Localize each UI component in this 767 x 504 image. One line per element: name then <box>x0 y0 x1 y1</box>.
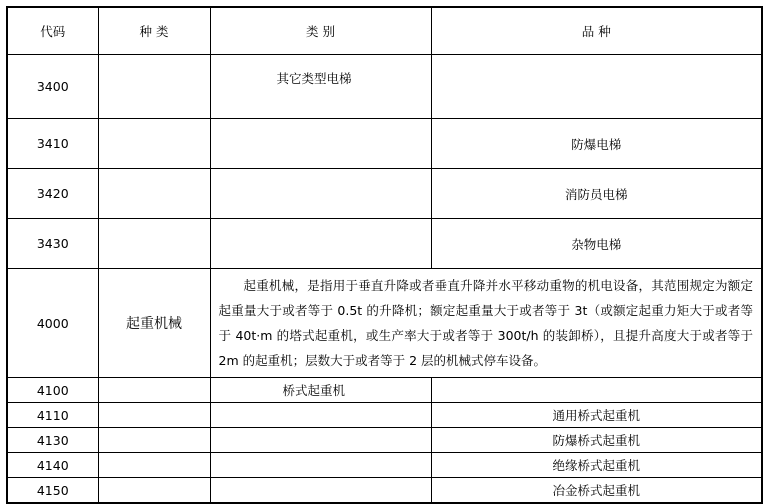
row-category <box>210 403 431 428</box>
header-code: 代码 <box>7 7 98 55</box>
header-variety: 品 种 <box>431 7 762 55</box>
row-kind <box>98 453 210 478</box>
header-category: 类 别 <box>210 7 431 55</box>
row-category: 其它类型电梯 <box>210 55 431 119</box>
row-kind <box>98 378 210 403</box>
row-variety <box>431 55 762 119</box>
row-code: 3430 <box>7 219 98 269</box>
row-category <box>210 119 431 169</box>
row-category <box>210 169 431 219</box>
row-code: 4140 <box>7 453 98 478</box>
header-kind: 种 类 <box>98 7 210 55</box>
row-code: 3420 <box>7 169 98 219</box>
table-row <box>7 219 762 269</box>
equipment-catalog-sheet <box>6 6 761 498</box>
row-category <box>210 219 431 269</box>
table-row <box>7 453 762 478</box>
row-kind <box>98 169 210 219</box>
row-variety: 冶金桥式起重机 <box>431 478 762 504</box>
table-row <box>7 478 762 504</box>
row-kind: 起重机械 <box>98 269 210 378</box>
row-code: 3410 <box>7 119 98 169</box>
row-description: 起重机械，是指用于垂直升降或者垂直升降并水平移动重物的机电设备，其范围规定为额定起重量大于或者等于 0.5t 的升降机；额定起重量大于或者等于 3t（或额定起重力矩大于或者等于 40t·m 的塔式起重机，或生产率大于或者等于 300t/h 的装卸桥），且提升高度大于或者等于 2m 的起重机；层数大于或者等于 2 层的机械式停车设备。 <box>210 269 762 378</box>
table-row <box>7 55 762 119</box>
row-variety <box>431 378 762 403</box>
table-header-row <box>7 7 762 55</box>
table-row <box>7 403 762 428</box>
row-kind <box>98 478 210 504</box>
row-category <box>210 428 431 453</box>
table-row <box>7 119 762 169</box>
table-row <box>7 428 762 453</box>
row-variety: 防爆桥式起重机 <box>431 428 762 453</box>
row-code: 4150 <box>7 478 98 504</box>
row-category <box>210 478 431 504</box>
row-variety: 杂物电梯 <box>431 219 762 269</box>
table-row-description <box>7 269 762 378</box>
row-category: 桥式起重机 <box>210 378 431 403</box>
row-kind <box>98 403 210 428</box>
row-variety: 绝缘桥式起重机 <box>431 453 762 478</box>
row-code: 4130 <box>7 428 98 453</box>
row-code: 4100 <box>7 378 98 403</box>
row-kind <box>98 219 210 269</box>
row-code: 4110 <box>7 403 98 428</box>
row-code: 3400 <box>7 55 98 119</box>
row-kind <box>98 55 210 119</box>
row-category <box>210 453 431 478</box>
row-variety: 通用桥式起重机 <box>431 403 762 428</box>
row-code: 4000 <box>7 269 98 378</box>
row-kind <box>98 119 210 169</box>
row-variety: 消防员电梯 <box>431 169 762 219</box>
row-kind <box>98 428 210 453</box>
row-variety: 防爆电梯 <box>431 119 762 169</box>
equipment-catalog-table <box>6 6 763 504</box>
table-row <box>7 378 762 403</box>
table-row <box>7 169 762 219</box>
